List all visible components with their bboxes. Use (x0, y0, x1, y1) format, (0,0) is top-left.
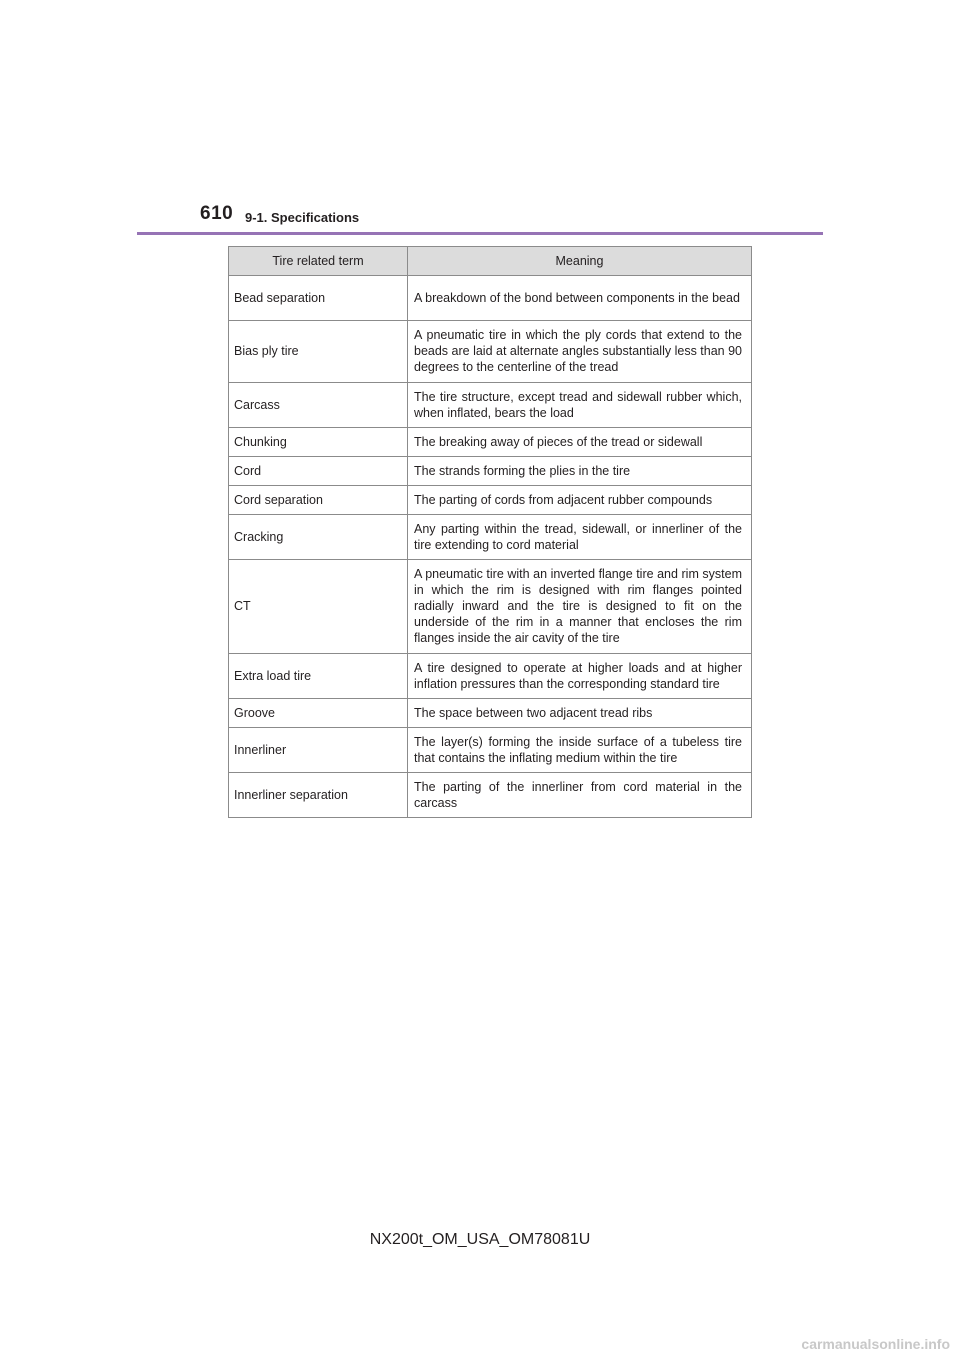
meaning-cell: The breaking away of pieces of the tread or sidewall (408, 428, 752, 457)
meaning-cell: A breakdown of the bond between components in the bead (408, 276, 752, 321)
table-row (229, 321, 752, 383)
section-title: 9-1. Specifications (245, 210, 360, 225)
term-cell: Extra load tire (229, 654, 408, 699)
term-cell: Chunking (229, 428, 408, 457)
meaning-cell: A pneumatic tire in which the ply cords that extend to the beads are laid at alternate angles substantially less than 90 degrees to the centerline of the tread (408, 321, 752, 383)
term-cell: Carcass (229, 383, 408, 428)
watermark: carmanualsonline.info (801, 1336, 950, 1352)
manual-code: NX200t_OM_USA_OM78081U (369, 1231, 591, 1248)
meaning-cell: The space between two adjacent tread ribs (408, 699, 752, 728)
table-row (229, 560, 752, 654)
term-cell: Bead separation (229, 276, 408, 321)
meaning-cell: A pneumatic tire with an inverted flange tire and rim system in which the rim is designed with rim flanges pointed radially inward and the tire is designed to fit on the underside of the rim in a manner that encloses the rim flanges inside the air cavity of the tire (408, 560, 752, 654)
term-cell: Innerliner separation (229, 773, 408, 818)
term-cell: Groove (229, 699, 408, 728)
table-row (229, 486, 752, 515)
table-row (229, 428, 752, 457)
table-row (229, 515, 752, 560)
table-row (229, 276, 752, 321)
meaning-cell: The tire structure, except tread and sidewall rubber which, when inflated, bears the load (408, 383, 752, 428)
table-row (229, 457, 752, 486)
tire-terms-table (228, 246, 752, 818)
meaning-cell: A tire designed to operate at higher loads and at higher inflation pressures than the corresponding standard tire (408, 654, 752, 699)
term-cell: Cord (229, 457, 408, 486)
header-rule (137, 232, 823, 235)
table-row (229, 654, 752, 699)
table-row (229, 728, 752, 773)
meaning-cell: The parting of the innerliner from cord material in the carcass (408, 773, 752, 818)
table-row (229, 383, 752, 428)
meaning-cell: The layer(s) forming the inside surface of a tubeless tire that contains the inflating medium within the tire (408, 728, 752, 773)
table-row (229, 699, 752, 728)
table-row (229, 773, 752, 818)
table-header-row (229, 247, 752, 276)
meaning-cell: The parting of cords from adjacent rubber compounds (408, 486, 752, 515)
term-cell: Cracking (229, 515, 408, 560)
term-cell: CT (229, 560, 408, 654)
term-cell: Bias ply tire (229, 321, 408, 383)
meaning-cell: Any parting within the tread, sidewall, or innerliner of the tire extending to cord material (408, 515, 752, 560)
page-number: 610 (200, 203, 234, 224)
term-cell: Innerliner (229, 728, 408, 773)
meaning-cell: The strands forming the plies in the tire (408, 457, 752, 486)
column-header-term: Tire related term (229, 247, 408, 276)
column-header-meaning: Meaning (408, 247, 752, 276)
term-cell: Cord separation (229, 486, 408, 515)
